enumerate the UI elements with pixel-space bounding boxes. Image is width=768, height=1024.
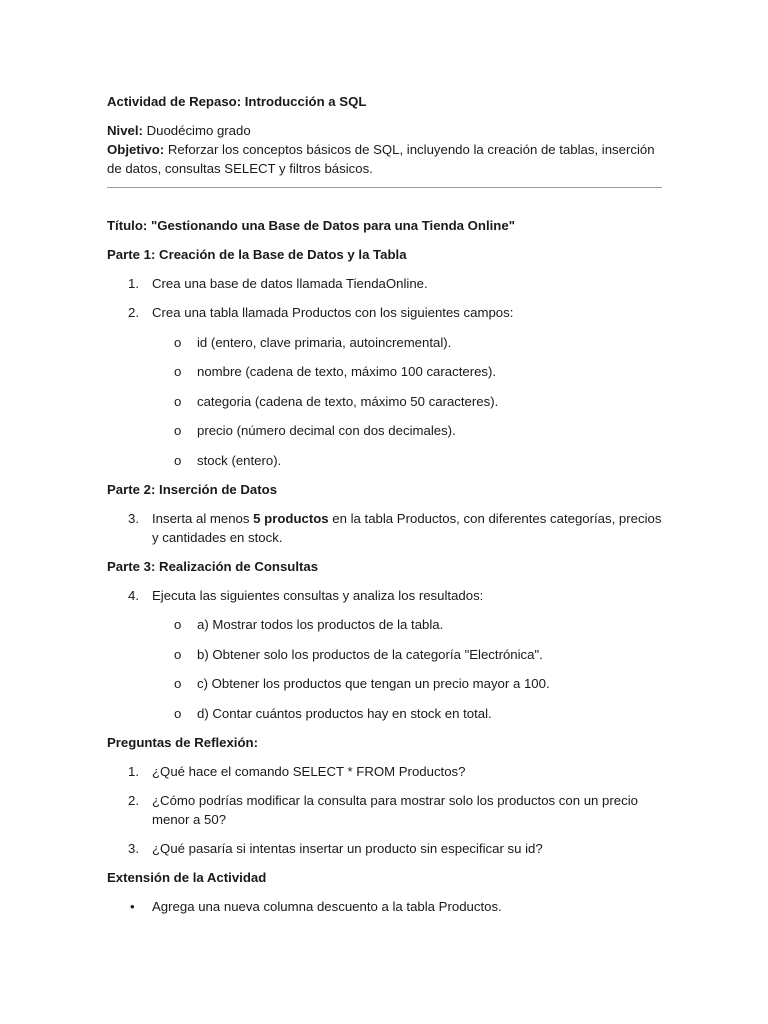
- list-number: 2.: [128, 792, 139, 808]
- list-item: [107, 586, 663, 605]
- list-item-text: Crea una base de datos llamada TiendaOnline.: [152, 276, 428, 291]
- list-number: 2.: [128, 305, 139, 320]
- circle-bullet-icon: o: [174, 423, 182, 438]
- list-item-text-start: Inserta al menos: [152, 510, 254, 526]
- part2-list: [107, 509, 663, 547]
- nivel-line: [107, 121, 663, 140]
- horizontal-divider: [107, 187, 662, 188]
- query-item: [107, 704, 663, 723]
- query-item: [107, 674, 663, 693]
- bullet-icon: •: [130, 898, 135, 914]
- list-item-text-bold: 5 productos: [253, 510, 329, 526]
- list-item: [107, 791, 663, 829]
- query-text: a) Mostrar todos los productos de la tabla.: [197, 617, 444, 632]
- list-item-text: Ejecuta las siguientes consultas y analiza los resultados:: [152, 587, 484, 603]
- activity-title: Actividad de Repaso: Introducción a SQL: [107, 94, 367, 109]
- circle-bullet-icon: o: [174, 452, 182, 468]
- list-item: [107, 274, 663, 293]
- list-item: [107, 762, 663, 781]
- circle-bullet-icon: o: [174, 617, 182, 632]
- list-number: 4.: [128, 587, 139, 603]
- list-number: 1.: [128, 763, 139, 779]
- circle-bullet-icon: o: [174, 676, 182, 691]
- circle-bullet-icon: o: [174, 364, 182, 379]
- list-number: 1.: [128, 276, 139, 291]
- objetivo-label: Objetivo:: [107, 142, 165, 157]
- fields-list: [107, 333, 663, 470]
- list-item-text: ¿Qué hace el comando SELECT * FROM Productos?: [152, 763, 466, 779]
- field-item: [107, 421, 663, 440]
- list-item-text: Crea una tabla llamada Productos con los siguientes campos:: [152, 305, 514, 320]
- nivel-value: Duodécimo grado: [146, 123, 251, 138]
- query-item: [107, 615, 663, 634]
- document-title: Título: "Gestionando una Base de Datos para una Tienda Online": [107, 218, 515, 233]
- field-text: categoria (cadena de texto, máximo 50 caracteres).: [197, 393, 499, 409]
- part1-heading: Parte 1: Creación de la Base de Datos y la Tabla: [107, 247, 407, 262]
- field-text: precio (número decimal con dos decimales).: [197, 423, 456, 438]
- part3-heading: Parte 3: Realización de Consultas: [107, 558, 319, 574]
- field-text: id (entero, clave primaria, autoincremental).: [197, 334, 452, 350]
- query-text: b) Obtener solo los productos de la categoría "Electrónica".: [197, 646, 543, 662]
- list-item-text: Agrega una nueva columna descuento a la tabla Productos.: [152, 898, 502, 914]
- list-number: 3.: [128, 510, 139, 526]
- list-item-text: ¿Cómo podrías modificar la consulta para mostrar solo los productos con un precio menor a 50?: [152, 792, 638, 827]
- reflection-heading: Preguntas de Reflexión:: [107, 734, 258, 750]
- circle-bullet-icon: o: [174, 334, 182, 350]
- list-item: [107, 303, 663, 322]
- field-text: nombre (cadena de texto, máximo 100 caracteres).: [197, 364, 497, 379]
- field-item: [107, 333, 663, 352]
- list-item: [107, 509, 663, 547]
- document-page: [107, 92, 663, 916]
- nivel-label: Nivel:: [107, 123, 143, 138]
- field-item: [107, 392, 663, 411]
- field-item: [107, 451, 663, 470]
- circle-bullet-icon: o: [174, 705, 182, 721]
- queries-list: [107, 615, 663, 723]
- query-text: d) Contar cuántos productos hay en stock en total.: [197, 705, 492, 721]
- query-item: [107, 645, 663, 664]
- extension-list: [107, 897, 663, 916]
- part2-heading: Parte 2: Inserción de Datos: [107, 481, 278, 497]
- query-text: c) Obtener los productos que tengan un precio mayor a 100.: [197, 676, 550, 691]
- list-item-text: ¿Qué pasaría si intentas insertar un producto sin especificar su id?: [152, 840, 543, 856]
- list-item: [107, 897, 663, 916]
- reflection-list: [107, 762, 663, 858]
- circle-bullet-icon: o: [174, 646, 182, 662]
- part1-list: [107, 274, 663, 322]
- circle-bullet-icon: o: [174, 393, 182, 409]
- list-item-text-end: en la tabla Productos, con diferentes categorías, precios y cantidades en stock.: [152, 510, 662, 545]
- part3-list: [107, 586, 663, 605]
- objetivo-line: [107, 140, 663, 178]
- list-item: [107, 839, 663, 858]
- list-number: 3.: [128, 840, 139, 856]
- extension-heading: Extensión de la Actividad: [107, 869, 267, 885]
- objetivo-value: Reforzar los conceptos básicos de SQL, incluyendo la creación de tablas, inserción de datos, consultas SELECT y filtros básicos.: [107, 142, 655, 176]
- field-text: stock (entero).: [197, 452, 282, 468]
- field-item: [107, 362, 663, 381]
- activity-meta: [107, 121, 663, 178]
